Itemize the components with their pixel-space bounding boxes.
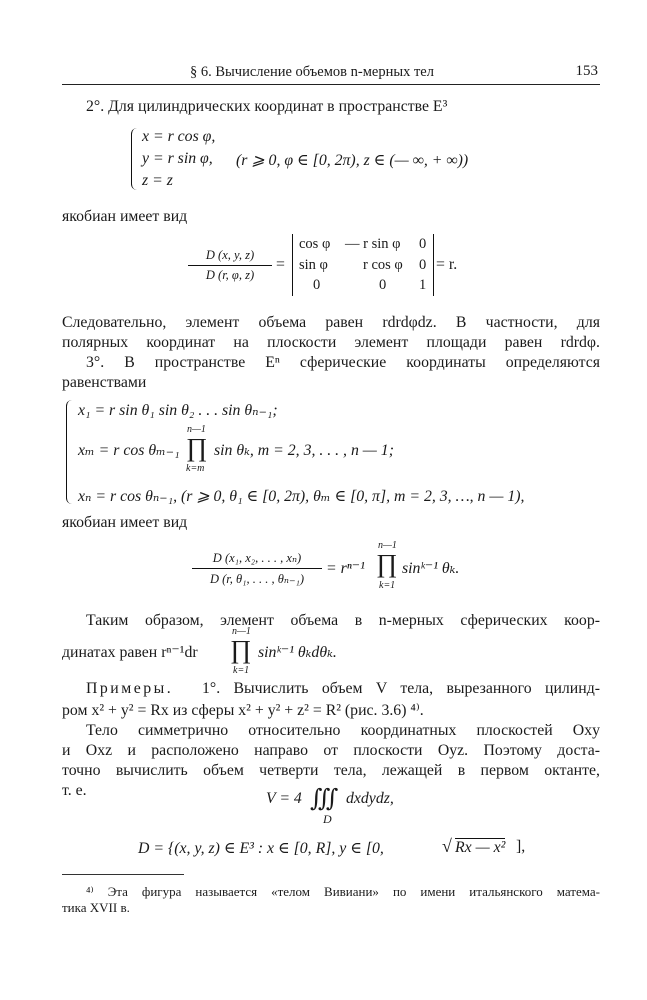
symmetry-line-3: точно вычислить объем четверти тела, лежащей в первом октанте, bbox=[62, 762, 600, 779]
jac2-prod-upper: n—1 bbox=[378, 540, 397, 551]
sph-eq-3: xₙ = r cos θₙ₋₁, (r ⩾ 0, θ₁ ∈ [0, 2π), θₘ ∈ [0, π], m = 2, 3, …, n — 1), bbox=[78, 488, 525, 505]
sph-eq-2-left: xₘ = r cos θₘ₋₁ bbox=[78, 442, 180, 459]
cyl-eq-y: y = r sin φ, bbox=[142, 150, 213, 167]
product-symbol: ∏ bbox=[230, 635, 252, 664]
page-number: 153 bbox=[575, 63, 598, 79]
jacobian-denominator: D (r, φ, z) bbox=[205, 268, 255, 282]
running-header bbox=[62, 62, 600, 85]
cylindrical-brace bbox=[131, 128, 140, 190]
det-cell: r cos φ bbox=[363, 257, 403, 273]
jacobian-text-2: якобиан имеет вид bbox=[62, 514, 188, 531]
product-symbol: ∏ bbox=[376, 549, 398, 578]
cyl-eq-x: x = r cos φ, bbox=[142, 128, 216, 145]
det-cell: 0 bbox=[419, 257, 427, 273]
cylindrical-intro: 2°. Для цилиндрических координат в пространстве E³ bbox=[86, 98, 448, 115]
jacobian2-denominator: D (r, θ₁, . . . , θₙ₋₁) bbox=[209, 572, 305, 586]
jacobian-fraction bbox=[188, 248, 272, 283]
jacobian-numerator: D (x, y, z) bbox=[188, 248, 272, 266]
jac2-prod-lower: k=1 bbox=[379, 580, 396, 591]
triple-integral-symbol: ∭ bbox=[310, 786, 339, 812]
footnote-rule bbox=[62, 874, 184, 875]
det-cell: sin φ bbox=[299, 257, 328, 273]
sph-eq-1: x₁ = r sin θ₁ sin θ₂ . . . sin θₙ₋₁; bbox=[78, 402, 278, 419]
integral-domain-label: D bbox=[323, 812, 332, 826]
thus-line-1: Таким образом, элемент объема в n-мерных сферических коор- bbox=[86, 612, 600, 629]
equals-sign: = bbox=[276, 256, 285, 273]
symmetry-line-2: и Oxz и расположено направо от плоскости Oyz. Поэтому доста- bbox=[62, 742, 600, 759]
consequently-line-2: полярных координат на плоскости элемент площади равен rdrdφ. bbox=[62, 334, 600, 351]
jacobian2-fraction bbox=[192, 550, 322, 587]
consequently-line-1: Следовательно, элемент объема равен rdrdφdz. В частности, для bbox=[62, 314, 600, 331]
cyl-conditions: (r ⩾ 0, φ ∈ [0, 2π), z ∈ (— ∞, + ∞)) bbox=[236, 152, 469, 169]
det-cell: 0 bbox=[419, 236, 427, 252]
spherical-intro-2: равенствами bbox=[62, 374, 147, 391]
det-cell: 0 bbox=[379, 277, 387, 293]
product-symbol: ∏ bbox=[186, 433, 208, 462]
spherical-brace bbox=[66, 400, 75, 504]
domain-definition-left: D = {(x, y, z) ∈ E³ : x ∈ [0, R], y ∈ [0, bbox=[138, 840, 384, 857]
jacobian2-rhs-left: = rⁿ⁻¹ bbox=[326, 560, 365, 577]
sph-prod-lower: k=m bbox=[186, 463, 205, 474]
jacobian2-numerator: D (x₁, x₂, . . . , xₙ) bbox=[192, 550, 322, 569]
det-cell: — r sin φ bbox=[345, 236, 401, 252]
example-1-line-2: ром x² + y² = Rx из сферы x² + y² + z² = R² (рис. 3.6) ⁴⁾. bbox=[62, 702, 424, 719]
footnote-line-2: тика XVII в. bbox=[62, 900, 130, 915]
jacobian-text-1: якобиан имеет вид bbox=[62, 208, 188, 225]
det-cell: 1 bbox=[419, 277, 427, 293]
thus-line-2-left: динатах равен rⁿ⁻¹dr bbox=[62, 644, 198, 661]
header-title: § 6. Вычисление объемов n-мерных тел bbox=[190, 64, 434, 80]
symmetry-line-1: Тело симметрично относительно координатных плоскостей Oxy bbox=[86, 722, 600, 739]
examples-label: Примеры. bbox=[86, 680, 174, 697]
domain-definition-right: ], bbox=[516, 838, 526, 855]
example-1-line-1: 1°. Вычислить объем V тела, вырезанного цилинд- bbox=[202, 680, 600, 697]
sph-eq-2-right: sin θₖ, m = 2, 3, . . . , n — 1; bbox=[214, 442, 394, 459]
det-result: = r. bbox=[436, 256, 458, 273]
thus-line-2-right: sinᵏ⁻¹ θₖdθₖ. bbox=[258, 644, 337, 661]
thus-prod-upper: n—1 bbox=[232, 626, 251, 637]
sqrt-radicand: Rx — x² bbox=[455, 839, 506, 856]
det-cell: cos φ bbox=[299, 236, 331, 252]
cyl-eq-z: z = z bbox=[142, 172, 173, 189]
symmetry-line-4: т. е. bbox=[62, 782, 87, 799]
sph-prod-upper: n—1 bbox=[187, 424, 206, 435]
spherical-intro-1: 3°. В пространстве Eⁿ сферические координаты определяются bbox=[86, 354, 600, 371]
det-cell: 0 bbox=[313, 277, 321, 293]
jacobian-determinant bbox=[292, 234, 434, 296]
volume-equation-left: V = 4 bbox=[266, 790, 302, 807]
footnote-line-1: ⁴⁾ Эта фигура называется «телом Вивиани» по имени итальянского матема- bbox=[86, 884, 600, 899]
jacobian2-rhs-right: sinᵏ⁻¹ θₖ. bbox=[402, 560, 460, 577]
sqrt-symbol: √ bbox=[442, 836, 452, 856]
volume-equation-right: dxdydz, bbox=[346, 790, 394, 807]
thus-prod-lower: k=1 bbox=[233, 665, 250, 676]
